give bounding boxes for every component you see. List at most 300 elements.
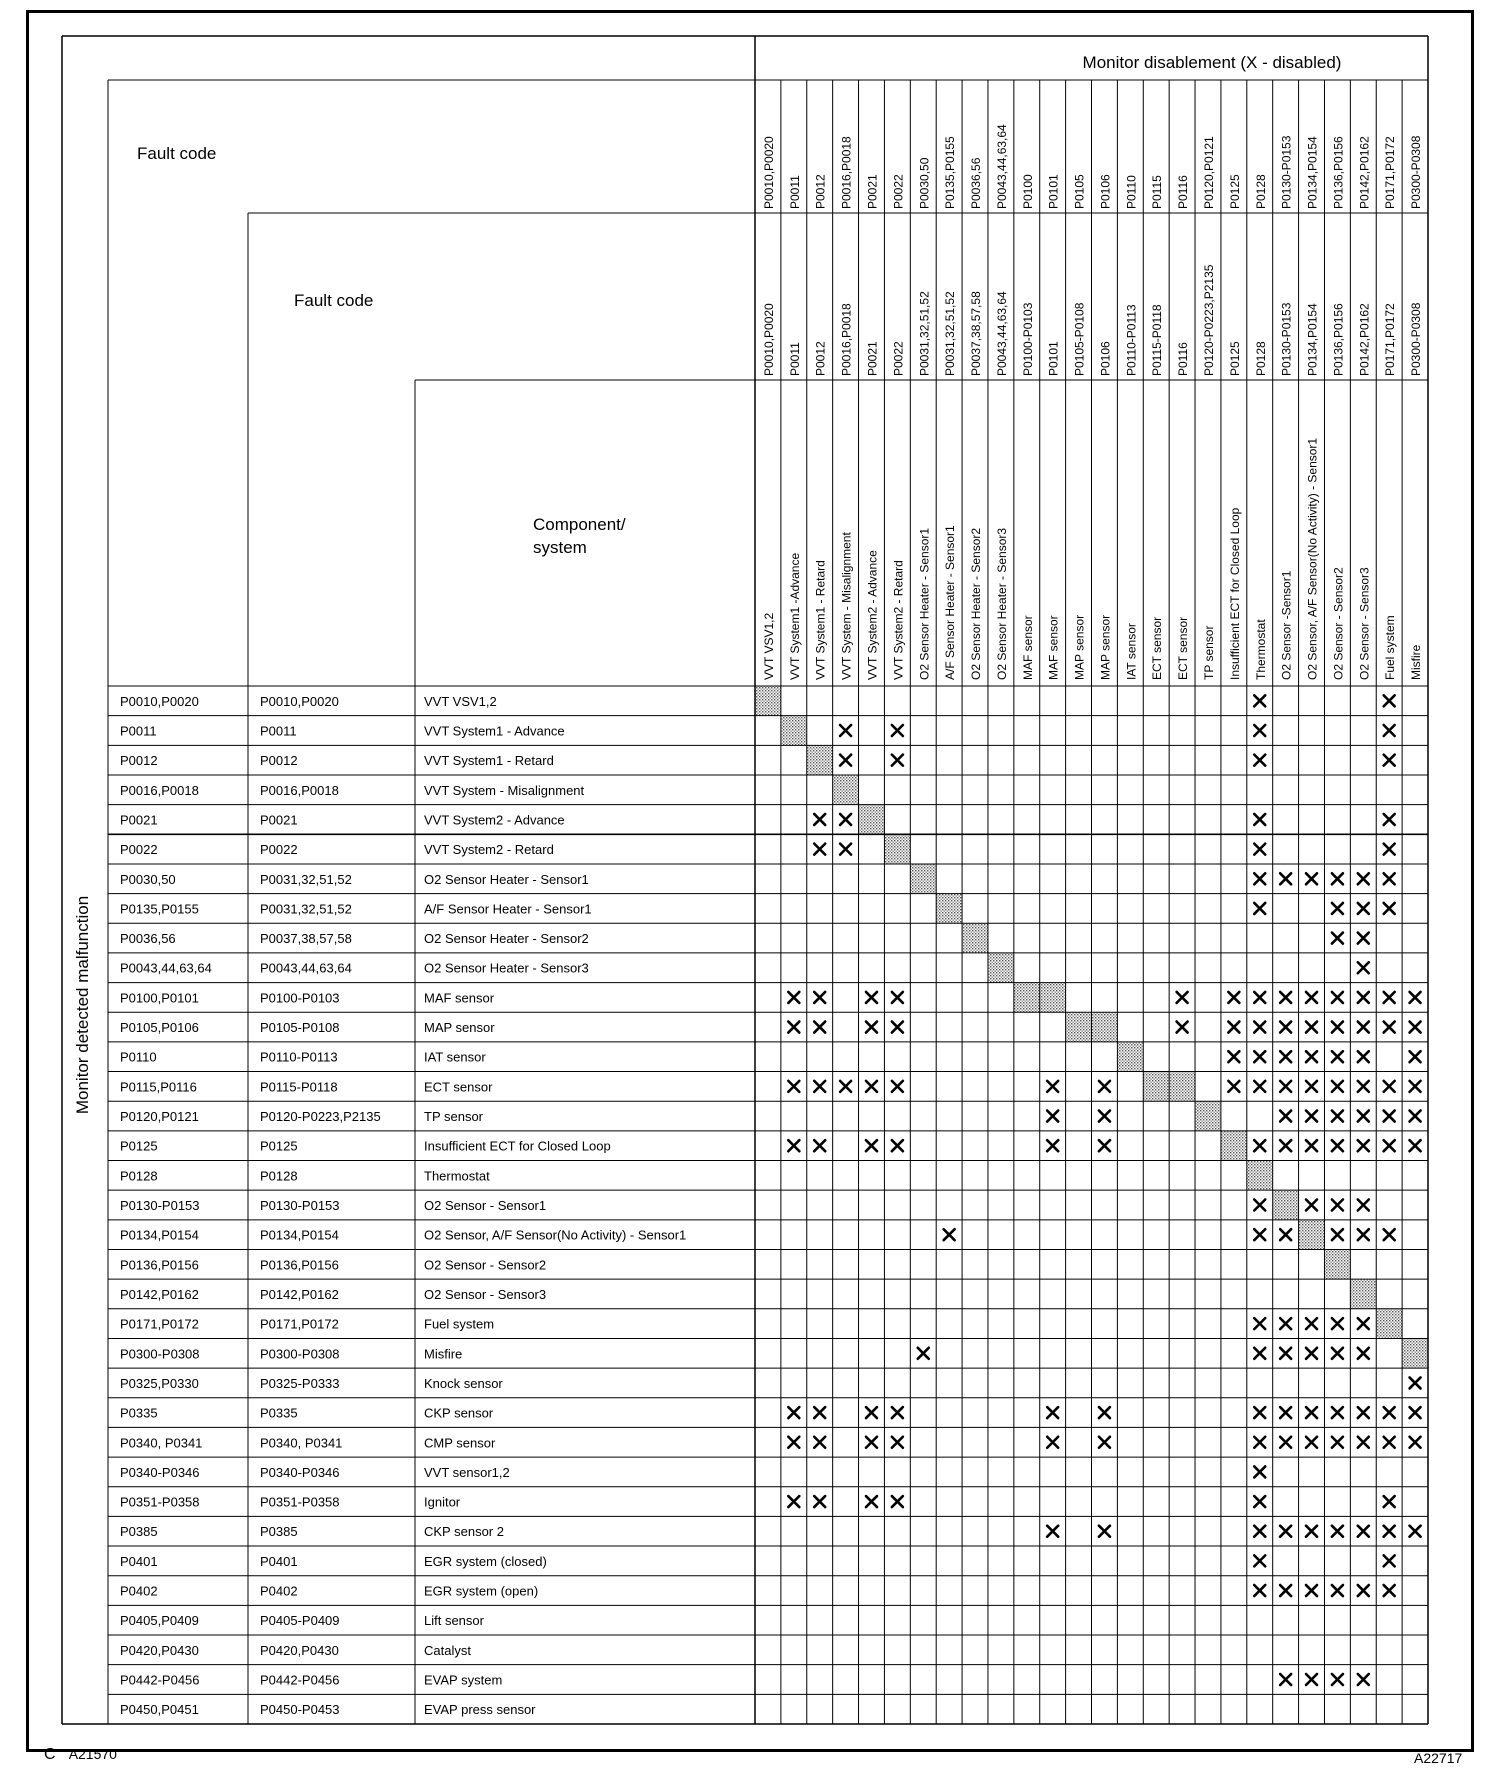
row-component-name: O2 Sensor - Sensor1 [424, 1198, 547, 1213]
row-fault-code-b: P0325-P0333 [260, 1375, 340, 1391]
disabled-x-mark [1358, 1318, 1369, 1329]
column-header-code-b: P0031,32,51,52 [943, 291, 958, 376]
disabled-x-mark [1099, 1407, 1110, 1418]
column-header-code-a: P0105 [1072, 174, 1087, 209]
column-header-component: Misfire [1409, 644, 1424, 680]
disabled-x-mark [1047, 1437, 1058, 1448]
disabled-x-mark [944, 1229, 955, 1240]
disabled-x-mark [1306, 1674, 1317, 1685]
column-header-code-b: P0171,P0172 [1383, 303, 1398, 376]
column-header-code-b: P0043,44,63,64 [994, 291, 1009, 376]
row-fault-code-a: P0385 [120, 1524, 158, 1540]
column-header-component: O2 Sensor Heater - Sensor3 [994, 527, 1009, 680]
disabled-x-mark [814, 1081, 825, 1092]
disabled-x-mark [1410, 1407, 1421, 1418]
row-fault-code-b: P0128 [260, 1168, 298, 1184]
column-header-code-b: P0010,P0020 [761, 303, 776, 376]
row-fault-code-b: P0100-P0103 [260, 990, 340, 1006]
disabled-x-mark [1358, 1022, 1369, 1033]
disabled-x-mark [788, 1140, 799, 1151]
row-component-name: O2 Sensor Heater - Sensor1 [424, 871, 589, 887]
row-fault-code-b: P0037,38,57,58 [260, 931, 352, 947]
disabled-x-mark [1384, 1555, 1395, 1566]
disabled-x-mark [1410, 1111, 1421, 1122]
column-header-component: MAF sensor [1020, 615, 1035, 680]
row-component-name: VVT System2 - Retard [424, 842, 554, 858]
column-header-code-a: P0120,P0121 [1201, 136, 1216, 209]
row-component-name: MAP sensor [424, 1020, 495, 1036]
disabled-x-mark [1099, 1140, 1110, 1151]
row-fault-code-a: P0030,50 [120, 871, 176, 887]
shaded-diagonal-cell [1221, 1131, 1247, 1161]
shaded-diagonal-cell [1195, 1101, 1221, 1131]
disabled-x-mark [1384, 1496, 1395, 1507]
row-fault-code-b: P0442-P0456 [260, 1672, 340, 1688]
disabled-x-mark [1358, 1229, 1369, 1240]
disabled-x-mark [1254, 1407, 1265, 1418]
column-header-code-a: P0128 [1253, 174, 1268, 209]
disabled-x-mark [1358, 1051, 1369, 1062]
row-fault-code-b: P0110-P0113 [260, 1049, 338, 1065]
disabled-x-mark [1332, 1526, 1343, 1537]
column-header-component: MAF sensor [1046, 615, 1061, 680]
shaded-diagonal-cell [781, 716, 807, 746]
row-fault-code-b: P0335 [260, 1405, 298, 1421]
row-component-name: ECT sensor [424, 1079, 493, 1095]
row-fault-code-b: P0010,P0020 [260, 693, 339, 709]
row-fault-code-a: P0325,P0330 [120, 1375, 199, 1391]
disabled-x-mark [840, 814, 851, 825]
row-component-name: O2 Sensor - Sensor3 [424, 1286, 547, 1302]
disabled-x-mark [1228, 1022, 1239, 1033]
shaded-diagonal-cell [1299, 1220, 1325, 1250]
disabled-x-mark [1254, 695, 1265, 706]
disabled-x-mark [1358, 1437, 1369, 1448]
disabled-x-mark [1280, 1437, 1291, 1448]
disabled-x-mark [866, 1081, 877, 1092]
disabled-x-mark [1332, 1348, 1343, 1359]
disabled-x-mark [1384, 1437, 1395, 1448]
disabled-x-mark [1358, 1674, 1369, 1685]
row-fault-code-b: P0420,P0430 [260, 1642, 339, 1658]
disabled-x-mark [892, 755, 903, 766]
column-header-code-a: P0101 [1046, 174, 1061, 209]
disabled-x-mark [1306, 1081, 1317, 1092]
column-header-component: Thermostat [1253, 619, 1268, 680]
disabled-x-mark [1358, 933, 1369, 944]
disabled-x-mark [1410, 1437, 1421, 1448]
row-fault-code-a: P0420,P0430 [120, 1642, 199, 1658]
column-header-code-a: P0106 [1098, 174, 1113, 209]
disabled-x-mark [1280, 1111, 1291, 1122]
column-header-code-a: P0142,P0162 [1357, 136, 1372, 209]
row-component-name: Catalyst [424, 1642, 471, 1658]
shaded-diagonal-cell [1014, 983, 1040, 1013]
row-fault-code-b: P0136,P0156 [260, 1257, 339, 1273]
row-fault-code-a: P0405,P0409 [120, 1613, 199, 1629]
disabled-x-mark [1384, 695, 1395, 706]
disabled-x-mark [1254, 992, 1265, 1003]
disabled-x-mark [1254, 1318, 1265, 1329]
row-fault-code-b: P0402 [260, 1583, 298, 1599]
column-header-code-b: P0136,P0156 [1331, 303, 1346, 376]
column-header-code-a: P0010,P0020 [761, 136, 776, 209]
disabled-x-mark [892, 1496, 903, 1507]
row-component-name: O2 Sensor Heater - Sensor2 [424, 931, 589, 947]
row-fault-code-b: P0031,32,51,52 [260, 901, 352, 917]
disabled-x-mark [866, 1140, 877, 1151]
row-fault-code-b: P0340, P0341 [260, 1435, 343, 1451]
shaded-diagonal-cell [859, 805, 885, 835]
column-header-component: VVT System - Misalignment [839, 532, 854, 680]
column-header-component: Fuel system [1383, 615, 1398, 680]
disabled-x-mark [814, 992, 825, 1003]
disabled-x-mark [1280, 1081, 1291, 1092]
disabled-x-mark [1280, 1051, 1291, 1062]
disabled-x-mark [1228, 992, 1239, 1003]
row-fault-code-a: P0128 [120, 1168, 158, 1184]
column-header-component: IAT sensor [1124, 623, 1139, 680]
disabled-x-mark [1254, 1526, 1265, 1537]
disabled-x-mark [788, 1081, 799, 1092]
row-component-name: VVT System1 - Advance [424, 723, 565, 739]
disabled-x-mark [866, 1022, 877, 1033]
shaded-diagonal-cell [833, 775, 859, 805]
row-component-name: A/F Sensor Heater - Sensor1 [424, 901, 592, 917]
disabled-x-mark [866, 1496, 877, 1507]
disabled-x-mark [840, 755, 851, 766]
row-fault-code-a: P0450,P0451 [120, 1702, 199, 1718]
shaded-diagonal-cell [1143, 1072, 1169, 1102]
row-fault-code-b: P0031,32,51,52 [260, 871, 352, 887]
row-fault-code-a: P0012 [120, 753, 158, 769]
column-header-code-a: P0125 [1227, 174, 1242, 209]
disabled-x-mark [1384, 1407, 1395, 1418]
disabled-x-mark [814, 1496, 825, 1507]
disabled-x-mark [1384, 844, 1395, 855]
disabled-x-mark [1358, 1407, 1369, 1418]
disabled-x-mark [1228, 1081, 1239, 1092]
disabled-x-mark [1280, 1022, 1291, 1033]
row-fault-code-a: P0125 [120, 1138, 158, 1154]
disabled-x-mark [1047, 1081, 1058, 1092]
row-fault-code-b: P0120-P0223,P2135 [260, 1109, 381, 1125]
column-header-code-a: P0116 [1176, 175, 1191, 209]
column-header-code-a: P0012 [813, 174, 828, 209]
column-header-component: Insufficient ECT for Closed Loop [1227, 507, 1242, 680]
disabled-x-mark [1280, 1674, 1291, 1685]
component-header-line1: Component/ [533, 515, 626, 534]
disabled-x-mark [1254, 1022, 1265, 1033]
disabled-x-mark [1332, 1437, 1343, 1448]
shaded-diagonal-cell [1040, 983, 1066, 1013]
disabled-x-mark [1358, 903, 1369, 914]
column-header-component: VVT VSV1,2 [761, 612, 776, 680]
disabled-x-mark [892, 1081, 903, 1092]
disabled-x-mark [1306, 1140, 1317, 1151]
disabled-x-mark [1099, 1526, 1110, 1537]
disabled-x-mark [1384, 814, 1395, 825]
column-header-component: A/F Sensor Heater - Sensor1 [943, 525, 958, 680]
row-fault-code-a: P0135,P0155 [120, 901, 199, 917]
disabled-x-mark [1332, 1051, 1343, 1062]
row-fault-code-a: P0130-P0153 [120, 1198, 200, 1213]
row-fault-code-b: P0011 [260, 723, 297, 739]
shaded-diagonal-cell [1402, 1338, 1428, 1368]
disabled-x-mark [814, 1437, 825, 1448]
row-fault-code-b: P0401 [260, 1553, 298, 1569]
disabled-x-mark [788, 1022, 799, 1033]
disabled-x-mark [1306, 873, 1317, 884]
disabled-x-mark [1306, 1318, 1317, 1329]
disabled-x-mark [1332, 1407, 1343, 1418]
shaded-diagonal-cell [1350, 1279, 1376, 1309]
shaded-diagonal-cell [1376, 1309, 1402, 1339]
row-fault-code-a: P0036,56 [120, 931, 176, 947]
disabled-x-mark [1254, 1200, 1265, 1211]
row-fault-code-b: P0130-P0153 [260, 1198, 340, 1213]
column-header-code-b: P0142,P0162 [1357, 303, 1372, 376]
column-header-component: O2 Sensor Heater - Sensor2 [969, 527, 984, 680]
disabled-x-mark [1177, 992, 1188, 1003]
disabled-x-mark [892, 1437, 903, 1448]
disabled-x-mark [1384, 1526, 1395, 1537]
fault-code-header-2: Fault code [294, 291, 374, 310]
disabled-x-mark [1384, 1111, 1395, 1122]
row-component-name: O2 Sensor, A/F Sensor(No Activity) - Sensor1 [424, 1227, 687, 1243]
disabled-x-mark [1254, 1140, 1265, 1151]
row-component-name: MAF sensor [424, 990, 495, 1006]
row-fault-code-b: P0142,P0162 [260, 1286, 339, 1302]
disabled-x-mark [1254, 1466, 1265, 1477]
column-header-code-b: P0128 [1253, 341, 1268, 376]
row-fault-code-a: P0402 [120, 1583, 158, 1599]
row-component-name: O2 Sensor - Sensor2 [424, 1257, 547, 1273]
disabled-x-mark [1280, 1585, 1291, 1596]
row-component-name: Misfire [424, 1346, 463, 1362]
shaded-diagonal-cell [1066, 1012, 1092, 1042]
row-fault-code-a: P0115,P0116 [120, 1079, 197, 1095]
disabled-x-mark [1332, 1200, 1343, 1211]
column-header-code-b: P0106 [1098, 341, 1113, 376]
row-fault-code-b: P0351-P0358 [260, 1494, 340, 1510]
disabled-x-mark [1280, 873, 1291, 884]
disabled-x-mark [1280, 1140, 1291, 1151]
disabled-x-mark [1384, 725, 1395, 736]
disabled-x-mark [1384, 1140, 1395, 1151]
component-header-line2: system [533, 538, 587, 557]
column-header-code-b: P0116 [1176, 342, 1191, 376]
row-fault-code-a: P0120,P0121 [120, 1109, 199, 1125]
column-header-code-a: P0110 [1124, 175, 1139, 209]
row-component-name: Thermostat [424, 1168, 490, 1184]
disabled-x-mark [1332, 903, 1343, 914]
row-component-name: VVT System - Misalignment [424, 782, 585, 798]
column-header-component: O2 Sensor - Sensor3 [1357, 567, 1372, 680]
column-header-code-a: P0021 [865, 174, 880, 209]
column-header-code-a: P0300-P0308 [1409, 135, 1424, 209]
column-header-code-b: P0134,P0154 [1305, 303, 1320, 376]
side-label-monitor-detected: Monitor detected malfunction [73, 895, 92, 1115]
shaded-diagonal-cell [1324, 1249, 1350, 1279]
row-fault-code-a: P0100,P0101 [120, 990, 199, 1006]
shaded-diagonal-cell [988, 953, 1014, 983]
row-fault-code-b: P0022 [260, 842, 298, 858]
row-fault-code-b: P0340-P0346 [260, 1464, 340, 1480]
row-component-name: Knock sensor [424, 1375, 503, 1391]
disabled-x-mark [1254, 1051, 1265, 1062]
disabled-x-mark [1099, 1437, 1110, 1448]
row-fault-code-b: P0450-P0453 [260, 1702, 340, 1718]
column-header-code-a: P0130-P0153 [1279, 135, 1294, 209]
column-header-component: O2 Sensor -Sensor1 [1279, 570, 1294, 680]
column-header-code-b: P0021 [865, 341, 880, 376]
row-fault-code-b: P0105-P0108 [260, 1020, 340, 1036]
disabled-x-mark [840, 725, 851, 736]
disabled-x-mark [1280, 1318, 1291, 1329]
column-header-code-a: P0043,44,63,64 [994, 124, 1009, 209]
disabled-x-mark [1306, 1200, 1317, 1211]
disabled-x-mark [814, 1022, 825, 1033]
disabled-x-mark [840, 1081, 851, 1092]
row-component-name: CKP sensor [424, 1405, 494, 1421]
disabled-x-mark [1410, 992, 1421, 1003]
column-header-code-a: P0115 [1150, 175, 1165, 209]
row-fault-code-a: P0011 [120, 723, 157, 739]
disabled-x-mark [1358, 1081, 1369, 1092]
row-fault-code-a: P0401 [120, 1553, 158, 1569]
row-fault-code-a: P0022 [120, 842, 158, 858]
disabled-x-mark [1332, 1229, 1343, 1240]
disabled-x-mark [1410, 1526, 1421, 1537]
column-header-code-b: P0037,38,57,58 [969, 291, 984, 376]
row-fault-code-b: P0125 [260, 1138, 298, 1154]
disabled-x-mark [866, 992, 877, 1003]
disabled-x-mark [1358, 1200, 1369, 1211]
disabled-x-mark [1358, 1140, 1369, 1151]
disabled-x-mark [1254, 814, 1265, 825]
disabled-x-mark [1358, 1348, 1369, 1359]
row-fault-code-b: P0385 [260, 1524, 298, 1540]
disabled-x-mark [1254, 1555, 1265, 1566]
disabled-x-mark [1280, 1348, 1291, 1359]
column-header-component: MAP sensor [1098, 614, 1113, 680]
disabled-x-mark [1228, 1051, 1239, 1062]
column-header-code-b: P0125 [1227, 341, 1242, 376]
column-header-code-b: P0115-P0118 [1150, 304, 1165, 376]
column-header-code-b: P0120-P0223,P2135 [1201, 264, 1216, 376]
disabled-x-mark [892, 992, 903, 1003]
row-component-name: VVT System1 - Retard [424, 753, 554, 769]
row-fault-code-a: P0136,P0156 [120, 1257, 199, 1273]
column-header-code-b: P0012 [813, 341, 828, 376]
row-component-name: VVT System2 - Advance [424, 812, 565, 828]
footer-right-code: A22717 [1414, 1750, 1463, 1766]
disabled-x-mark [788, 1407, 799, 1418]
disabled-x-mark [1384, 1022, 1395, 1033]
disabled-x-mark [1254, 755, 1265, 766]
disabled-x-mark [1254, 873, 1265, 884]
column-header-code-a: P0100 [1020, 174, 1035, 209]
column-header-code-a: P0135,P0155 [943, 136, 958, 209]
disabled-x-mark [1047, 1140, 1058, 1151]
column-header-code-b: P0110-P0113 [1124, 304, 1139, 376]
disabled-x-mark [1384, 1585, 1395, 1596]
disabled-x-mark [788, 992, 799, 1003]
disabled-x-mark [814, 844, 825, 855]
disabled-x-mark [1384, 1081, 1395, 1092]
disabled-x-mark [1332, 933, 1343, 944]
disabled-x-mark [1306, 992, 1317, 1003]
column-header-code-b: P0130-P0153 [1279, 302, 1294, 376]
row-fault-code-b: P0012 [260, 753, 298, 769]
disabled-x-mark [1384, 1229, 1395, 1240]
column-header-component: O2 Sensor - Sensor2 [1331, 567, 1346, 680]
disabled-x-mark [866, 1407, 877, 1418]
footer-left-letter: C [44, 1746, 56, 1763]
disabled-x-mark [1306, 1022, 1317, 1033]
row-fault-code-a: P0335 [120, 1405, 158, 1421]
column-header-code-a: P0171,P0172 [1383, 136, 1398, 209]
disabled-x-mark [892, 1407, 903, 1418]
disabled-x-mark [1254, 1081, 1265, 1092]
column-header-component: VVT System1 - Retard [813, 560, 828, 680]
disabled-x-mark [1306, 1526, 1317, 1537]
disabled-x-mark [1254, 1348, 1265, 1359]
disabled-x-mark [1254, 1229, 1265, 1240]
disabled-x-mark [1384, 755, 1395, 766]
disabled-x-mark [1410, 1140, 1421, 1151]
disabled-x-mark [1332, 1022, 1343, 1033]
disabled-x-mark [1332, 1674, 1343, 1685]
shaded-diagonal-cell [910, 864, 936, 894]
disabled-x-mark [1306, 1437, 1317, 1448]
row-component-name: EGR system (open) [424, 1583, 539, 1599]
disabled-x-mark [1254, 1496, 1265, 1507]
disabled-x-mark [1047, 1407, 1058, 1418]
disabled-x-mark [1410, 1377, 1421, 1388]
row-component-name: Insufficient ECT for Closed Loop [424, 1138, 611, 1154]
column-header-code-b: P0105-P0108 [1072, 302, 1087, 376]
footer-left [44, 1746, 117, 1764]
row-fault-code-b: P0021 [260, 812, 298, 828]
row-fault-code-a: P0134,P0154 [120, 1227, 199, 1243]
row-component-name: CKP sensor 2 [424, 1524, 504, 1540]
row-fault-code-a: P0300-P0308 [120, 1346, 200, 1362]
row-fault-code-a: P0043,44,63,64 [120, 960, 212, 976]
disabled-x-mark [1410, 1081, 1421, 1092]
disabled-x-mark [1306, 1051, 1317, 1062]
column-header-component: VVT System1 -Advance [787, 552, 802, 680]
disabled-x-mark [1047, 1526, 1058, 1537]
disabled-x-mark [1332, 873, 1343, 884]
disabled-x-mark [1280, 992, 1291, 1003]
column-header-code-b: P0100-P0103 [1020, 302, 1035, 376]
column-header-code-a: P0016,P0018 [839, 136, 854, 209]
row-fault-code-a: P0171,P0172 [120, 1316, 199, 1332]
footer-left-code: A21570 [68, 1746, 117, 1762]
row-component-name: CMP sensor [424, 1435, 496, 1451]
row-component-name: Lift sensor [424, 1613, 484, 1629]
shaded-diagonal-cell [807, 745, 833, 775]
column-header-code-a: P0030,50 [917, 157, 932, 209]
row-component-name: VVT VSV1,2 [424, 693, 497, 709]
column-header-code-a: P0036,56 [969, 157, 984, 209]
column-header-component: VVT System2 - Retard [891, 560, 906, 680]
disabled-x-mark [1358, 1585, 1369, 1596]
row-fault-code-a: P0110 [120, 1049, 157, 1065]
disabled-x-mark [788, 1496, 799, 1507]
